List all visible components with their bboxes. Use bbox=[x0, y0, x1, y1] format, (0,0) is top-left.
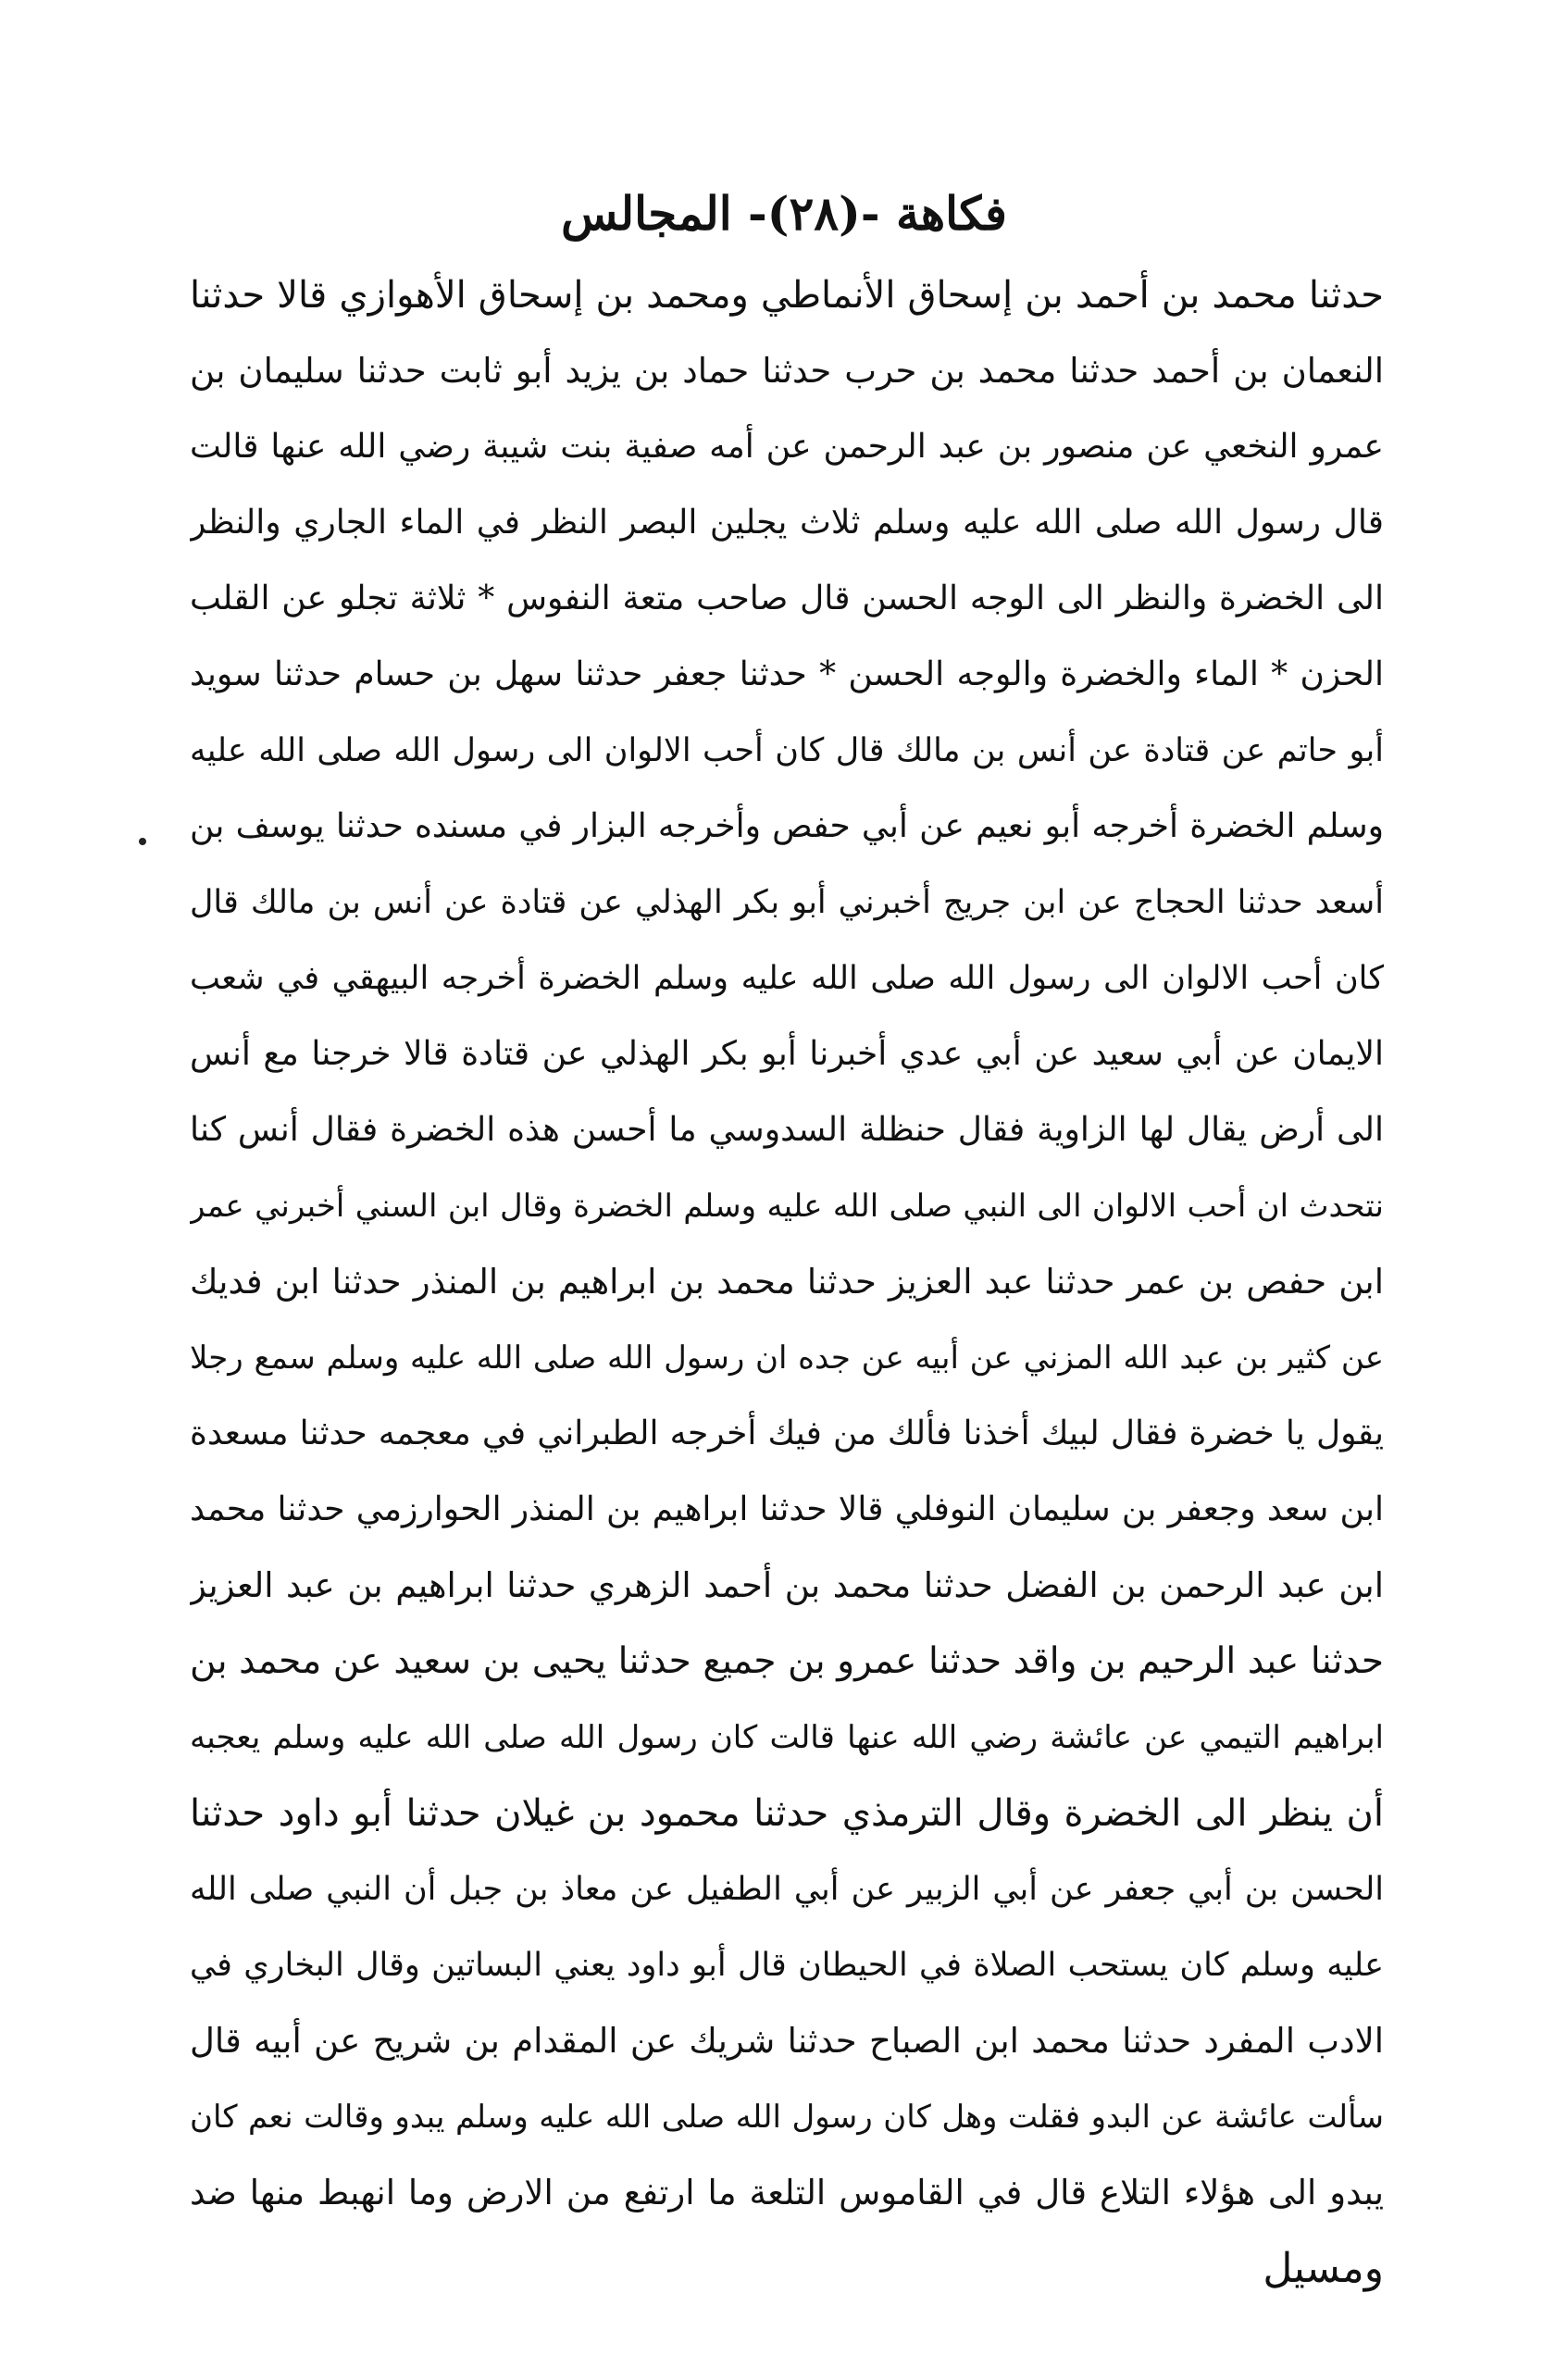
text-line: عمرو النخعي عن منصور بن عبد الرحمن عن أمه صفية بنت شيبة رضي الله عنها قالت bbox=[190, 428, 1384, 466]
text-line: الى الخضرة والنظر الى الوجه الحسن قال صاحب متعة النفوس * ثلاثة تجلو عن القلب bbox=[190, 580, 1384, 617]
text-line: الحسن بن أبي جعفر عن أبي الزبير عن أبي الطفيل عن معاذ بن جبل أن النبي صلى الله bbox=[190, 1871, 1384, 1908]
text-line: ومسيل bbox=[1263, 2245, 1384, 2292]
page-header bbox=[0, 181, 1568, 246]
page-body bbox=[190, 257, 1384, 2307]
margin-mark bbox=[139, 838, 146, 845]
text-line: الى أرض يقال لها الزاوية فقال حنظلة السدوسي ما أحسن هذه الخضرة فقال أنس كنا bbox=[190, 1111, 1384, 1149]
text-line: الحزن * الماء والخضرة والوجه الحسن * حدثنا جعفر حدثنا سهل بن حسام حدثنا سويد bbox=[190, 655, 1384, 693]
text-line: يقول يا خضرة فقال لبيك أخذنا فألك من فيك أخرجه الطبراني في معجمه حدثنا مسعدة bbox=[190, 1415, 1384, 1452]
text-line: وسلم الخضرة أخرجه أبو نعيم عن أبي حفص وأخرجه البزار في مسنده حدثنا يوسف بن bbox=[190, 807, 1384, 845]
text-line: سألت عائشة عن البدو فقلت وهل كان رسول الله صلى الله عليه وسلم يبدو وقالت نعم كان bbox=[190, 2099, 1384, 2136]
page-header-text: فكاهة -(٢٨)- المجالس bbox=[561, 186, 1007, 241]
text-line: يبدو الى هؤلاء التلاع قال في القاموس التلعة ما ارتفع من الارض وما انهبط منها ضد bbox=[190, 2173, 1384, 2212]
text-line: نتحدث ان أحب الالوان الى النبي صلى الله عليه وسلم الخضرة وقال ابن السني أخبرني عمر bbox=[190, 1188, 1384, 1225]
text-line: ابن عبد الرحمن بن الفضل حدثنا محمد بن أحمد الزهري حدثنا ابراهيم بن عبد العزيز bbox=[190, 1565, 1384, 1605]
text-line: الادب المفرد حدثنا محمد ابن الصباح حدثنا شريك عن المقدام بن شريح عن أبيه قال bbox=[190, 2021, 1384, 2061]
text-line: ابن حفص بن عمر حدثنا عبد العزيز حدثنا محمد بن ابراهيم بن المنذر حدثنا ابن فديك bbox=[190, 1262, 1384, 1302]
text-line: كان أحب الالوان الى رسول الله صلى الله عليه وسلم الخضرة أخرجه البيهقي في شعب bbox=[190, 960, 1384, 997]
text-line: أبو حاتم عن قتادة عن أنس بن مالك قال كان أحب الالوان الى رسول الله صلى الله عليه bbox=[190, 732, 1384, 769]
text-line: حدثنا عبد الرحيم بن واقد حدثنا عمرو بن جميع حدثنا يحيى بن سعيد عن محمد بن bbox=[190, 1640, 1384, 1682]
text-line: النعمان بن أحمد حدثنا محمد بن حرب حدثنا حماد بن يزيد أبو ثابت حدثنا سليمان بن bbox=[190, 351, 1384, 391]
text-line: أن ينظر الى الخضرة وقال الترمذي حدثنا محمود بن غيلان حدثنا أبو داود حدثنا bbox=[190, 1792, 1384, 1835]
text-line: قال رسول الله صلى الله عليه وسلم ثلاث يجلين البصر النظر في الماء الجاري والنظر bbox=[190, 504, 1384, 542]
text-line: ابراهيم التيمي عن عائشة رضي الله عنها قالت كان رسول الله صلى الله عليه وسلم يعجبه bbox=[190, 1719, 1384, 1756]
text-line: الايمان عن أبي سعيد عن أبي عدي أخبرنا أبو بكر الهذلي عن قتادة قالا خرجنا مع أنس bbox=[190, 1035, 1384, 1073]
text-line: ابن سعد وجعفر بن سليمان النوفلي قالا حدثنا ابراهيم بن المنذر الحوارزمي حدثنا محمد bbox=[190, 1490, 1384, 1528]
text-line: عن كثير بن عبد الله المزني عن أبيه عن جده ان رسول الله صلى الله عليه وسلم سمع رجلا bbox=[190, 1340, 1384, 1377]
text-line: عليه وسلم كان يستحب الصلاة في الحيطان قال أبو داود يعني البساتين وقال البخاري في bbox=[190, 1947, 1384, 1984]
text-line: أسعد حدثنا الحجاج عن ابن جريج أخبرني أبو بكر الهذلي عن قتادة عن أنس بن مالك قال bbox=[190, 884, 1384, 921]
text-line: حدثنا محمد بن أحمد بن إسحاق الأنماطي ومحمد بن إسحاق الأهوازي قالا حدثنا bbox=[190, 274, 1384, 317]
